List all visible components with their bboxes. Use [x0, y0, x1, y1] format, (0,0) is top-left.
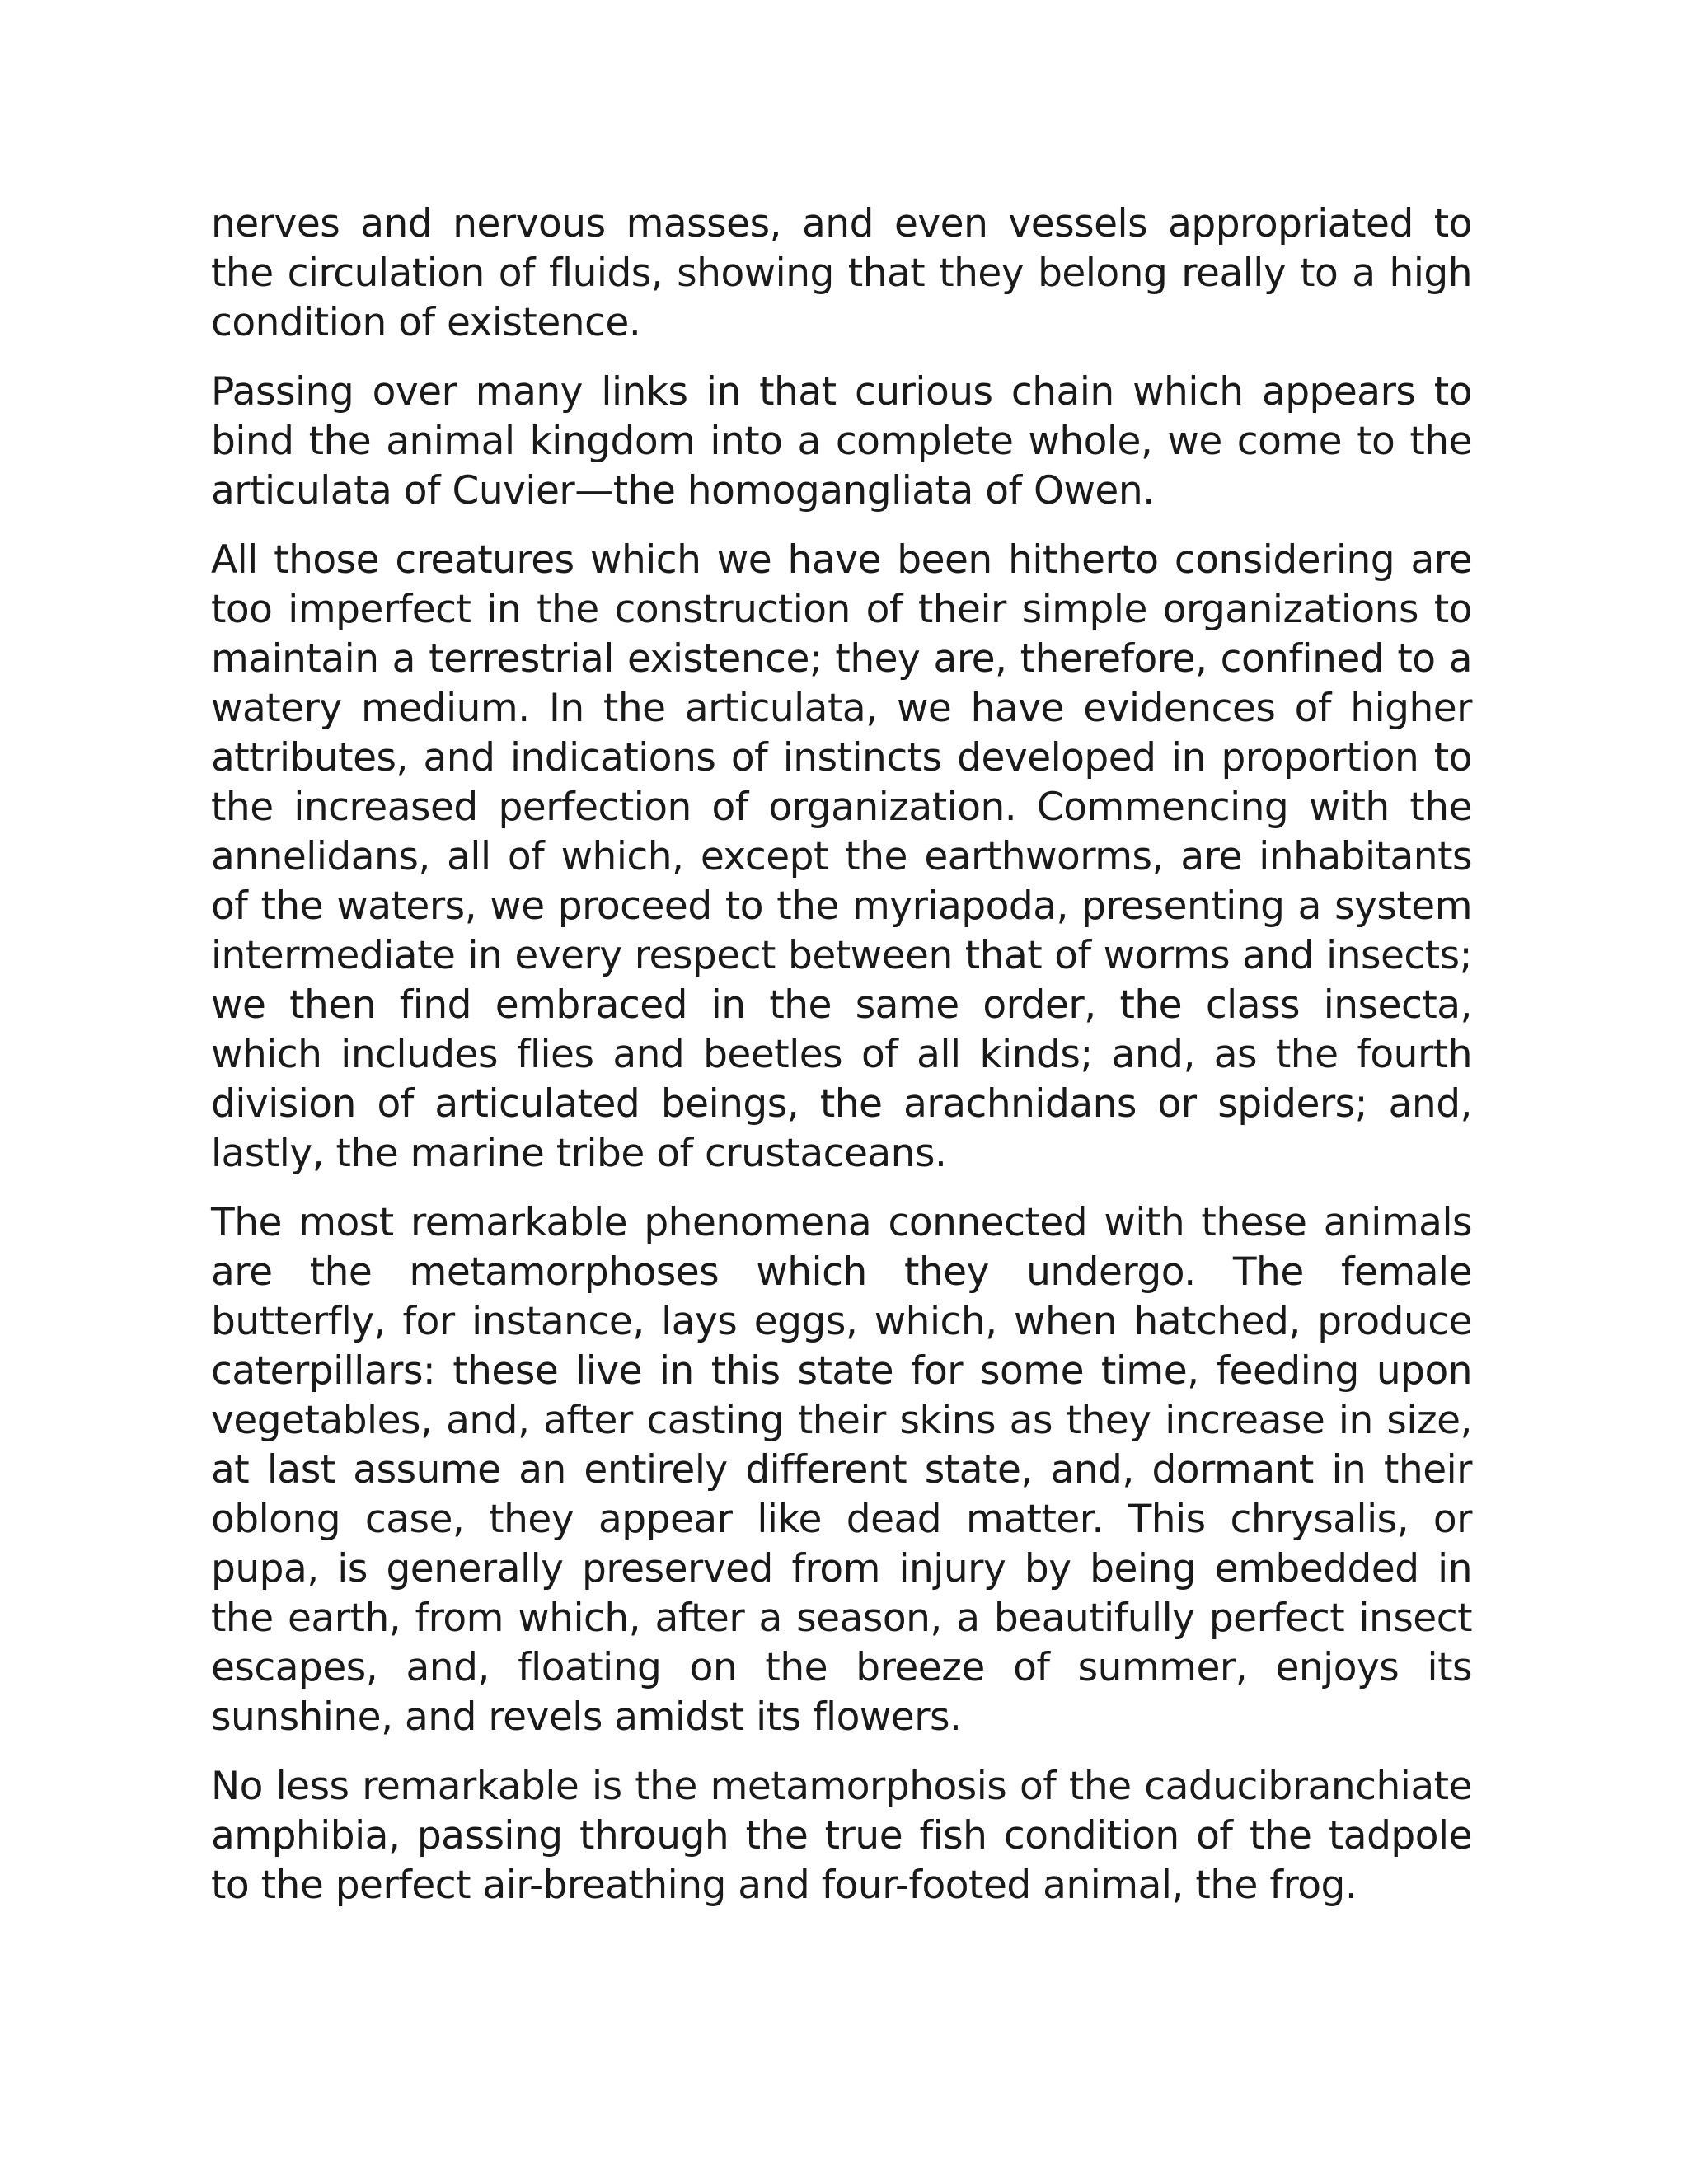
- paragraph: The most remarkable phenomena connected with these animals are the metamorphoses which they undergo. The female butterfly, for instance, lays eggs, which, when hatched, produce caterpillars: these live in this state for some time, feeding upon vegetables, and, after casting their skins as they increase in size, at last assume an entirely different state, and, dormant in their oblong case, they appear like dead matter. This chrysalis, or pupa, is generally preserved from injury by being embedded in the earth, from which, after a season, a beautifully perfect insect escapes, and, floating on the breeze of summer, enjoys its sunshine, and revels amidst its flowers.: [211, 1200, 1472, 1740]
- paragraph: Passing over many links in that curious chain which appears to bind the animal kingdom into a complete whole, we come to the articulata of Cuvier—the homogangliata of Owen.: [211, 369, 1472, 513]
- paragraph: All those creatures which we have been hitherto considering are too imperfect in the construction of their simple organizations to maintain a terrestrial existence; they are, therefore, confined to a watery medium. In the articulata, we have evidences of higher attributes, and indications of instincts developed in proportion to the increased perfection of organization. Commencing with the annelidans, all of which, except the earthworms, are inhabitants of the waters, we proceed to the myriapoda, presenting a system intermediate in every respect between that of worms and insects; we then find embraced in the same order, the class insecta, which includes flies and beetles of all kinds; and, as the fourth division of articulated beings, the arachnidans or spiders; and, lastly, the marine tribe of crustaceans.: [211, 537, 1472, 1176]
- paragraph: nerves and nervous masses, and even vessels appropriated to the circulation of fluids, showing that they belong really to a high condition of existence.: [211, 201, 1472, 345]
- document-page: [211, 199, 1472, 1930]
- paragraph: No less remarkable is the metamorphosis of the caducibranchiate amphibia, passing through the true fish condition of the tadpole to the perfect air-breathing and four-footed animal, the frog.: [211, 1764, 1472, 1908]
